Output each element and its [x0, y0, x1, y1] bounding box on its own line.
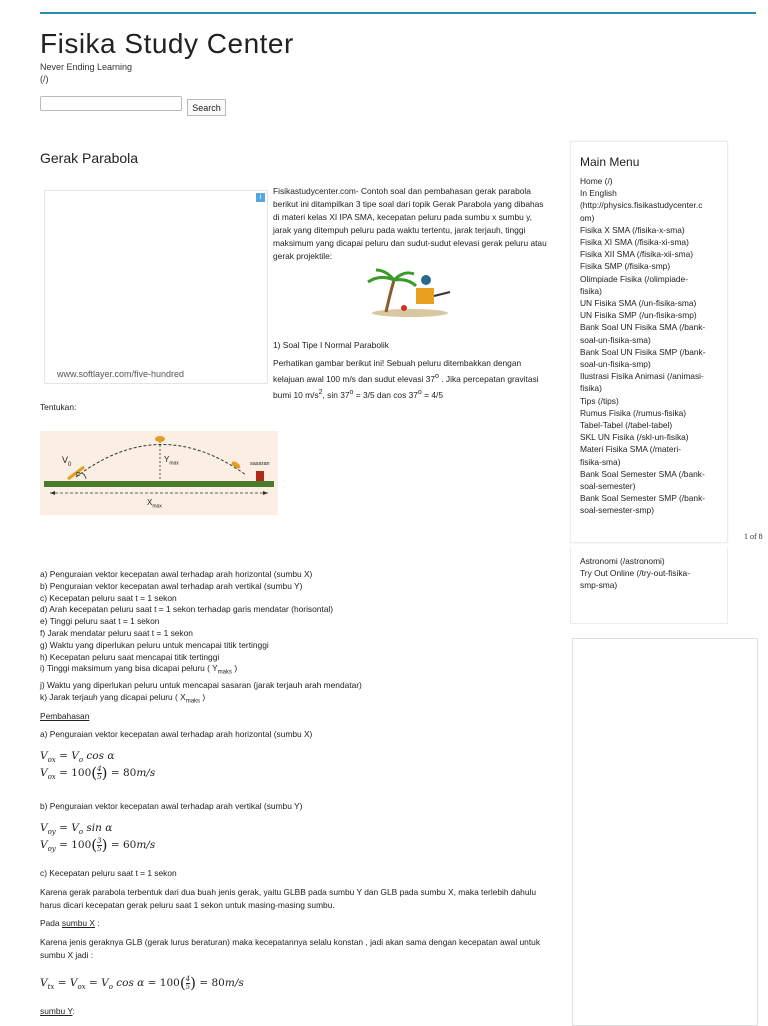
menu-item[interactable]: Tabel-Tabel (/tabel-tabel) [580, 420, 673, 431]
ymax-label: $Y_{max}$ [164, 455, 179, 467]
problem-text: . Jika percepatan gravitasi bumi 10 m/s [273, 373, 539, 400]
question-item: g) Waktu yang diperlukan peluru untuk mencapai titik tertinggi [40, 639, 269, 650]
menu-item[interactable]: Try Out Online (/try-out-fisika- [580, 568, 690, 579]
menu-item[interactable]: In English [580, 188, 617, 199]
menu-item[interactable]: UN Fisika SMA (/un-fisika-sma) [580, 298, 697, 309]
problem-text: Perhatikan gambar berikut ini! Sebuah peluru ditembakkan dengan kelajuan awal 100 m/s dan sudut elevasi 37 [273, 358, 522, 384]
question-item: h) Kecepatan peluru saat mencapai titik tertinggi [40, 651, 220, 662]
ad-url[interactable]: www.softlayer.com/five-hundred [57, 369, 185, 379]
pada-sumbu-x: Pada sumbu X : [40, 918, 100, 928]
problem-text: = 3/5 dan cos 37 [353, 389, 418, 400]
menu-item[interactable]: Fisika XII SMA (/fisika-xii-sma) [580, 249, 694, 260]
sidebar-widget-box [572, 638, 758, 1026]
ad-choices-icon[interactable]: i [256, 193, 265, 202]
menu-item[interactable]: (http://physics.fisikastudycenter.c [580, 200, 703, 211]
question-item: f) Jarak mendatar peluru saat t = 1 sekon [40, 627, 193, 638]
question-item: b) Penguraian vektor kecepatan awal terhadap arah vertikal (sumbu Y) [40, 580, 303, 591]
physics-clipart-icon [364, 268, 456, 318]
degree-sup: o [417, 388, 422, 396]
glb-text: Karena jenis geraknya GLB (gerak lurus beraturan) maka kecepatannya selalu konstan , jadi akan sama dengan kecepatan awal untuk sumbu X jadi : [40, 937, 541, 960]
sumbu-y-label: sumbu Y: [40, 1006, 75, 1016]
problem-statement [273, 357, 549, 402]
degree-sup: o [435, 373, 439, 380]
problem-text: , sin 37 [322, 389, 350, 400]
answer-a-heading: a) Penguraian vektor kecepatan awal terhadap arah horizontal (sumbu X) [40, 729, 313, 739]
menu-item[interactable]: soal-semester-smp) [580, 505, 654, 516]
pembahasan-heading: Pembahasan [40, 711, 90, 721]
search-button[interactable]: Search [187, 99, 226, 116]
question-item: i) Tinggi maksimum yang bisa dicapai peluru ( $Y_{maks}$ ) [40, 663, 238, 677]
equation-vox-formula: $V_{ox} = V_o$ cos α [40, 750, 115, 765]
menu-item[interactable]: soal-un-fisika-smp) [580, 359, 651, 370]
main-menu-title: Main Menu [580, 155, 640, 169]
menu-item[interactable]: Fisika SMP (/fisika-smp) [580, 261, 671, 272]
section-heading: 1) Soal Tipe I Normal Parabolik [273, 340, 389, 350]
equation-voy-formula: $V_{oy} = V_o$ sin α [40, 822, 113, 837]
menu-item[interactable]: Ilustrasi Fisika Animasi (/animasi- [580, 371, 704, 382]
post-title: Gerak Parabola [40, 150, 139, 166]
v0-label: $V_0$ [62, 455, 72, 468]
menu-item[interactable]: SKL UN Fisika (/skl-un-fisika) [580, 432, 689, 443]
problem-text: = 4/5 [421, 389, 443, 400]
question-item: e) Tinggi peluru saat t = 1 sekon [40, 616, 160, 627]
answer-b-heading: b) Penguraian vektor kecepatan awal terhadap arah vertikal (sumbu Y) [40, 801, 303, 811]
question-item: d) Arah kecepatan peluru saat t = 1 sekon terhadap garis mendatar (horisontal) [40, 604, 334, 615]
question-item: j) Waktu yang diperlukan peluru untuk mencapai sasaran (jarak terjauh arah mendatar) [40, 679, 362, 690]
question-item: c) Kecepatan peluru saat t = 1 sekon [40, 592, 177, 603]
target-label: sasaran [250, 461, 270, 467]
menu-item[interactable]: Tips (/tips) [580, 395, 619, 406]
menu-item[interactable]: om) [580, 212, 595, 223]
menu-item[interactable]: Bank Soal Semester SMA (/bank- [580, 468, 705, 479]
projectile-diagram [40, 431, 278, 515]
menu-item[interactable]: Bank Soal UN Fisika SMA (/bank- [580, 322, 706, 333]
menu-item[interactable]: Home (/) [580, 176, 613, 186]
question-list [40, 569, 540, 708]
site-tagline: Never Ending Learning [40, 62, 133, 72]
menu-item[interactable]: Bank Soal Semester SMP (/bank- [580, 493, 706, 504]
menu-item[interactable]: Fisika XI SMA (/fisika-xi-sma) [580, 237, 689, 248]
question-item: a) Penguraian vektor kecepatan awal terhadap arah horizontal (sumbu X) [40, 569, 313, 579]
equation-vtx: $V_{tx} = V_{ox} = V_o$ cos α = 100( $\frac{4}{5}$ ) = 80m/s [40, 974, 244, 992]
menu-item[interactable]: fisika) [580, 285, 602, 296]
menu-item[interactable]: Fisika X SMA (/fisika-x-sma) [580, 224, 685, 235]
page-number: 1 of 8 [744, 532, 763, 541]
square-sup: 2 [318, 388, 323, 396]
question-item: k) Jarak terjauh yang dicapai peluru ( $X_{maks}$ ) [40, 691, 206, 705]
post-intro: Fisikastudycenter.com- Contoh soal dan pembahasan gerak parabola berikut ini ditampilkan 3 tipe soal dari topik Gerak Parabola yang dibahas di materi kelas XI IPA SMA, kecepatan peluru pada sumbu x sumbu y, jarak yang ditempuh peluru pada waktu tertentu, jarak terjauh, tinggi maksimum yang dicapai peluru dan sudut-sudut elevasi gerak peluru atau gerak projektile: [273, 186, 547, 261]
menu-item[interactable]: smp-sma) [580, 580, 618, 591]
tentukan-label: Tentukan: [40, 402, 77, 412]
menu-item[interactable]: Olimpiade Fisika (/olimpiade- [580, 273, 688, 284]
menu-item[interactable]: Materi Fisika SMA (/materi- [580, 444, 681, 455]
menu-item[interactable]: Bank Soal UN Fisika SMP (/bank- [580, 346, 706, 357]
alpha-label: α [76, 471, 81, 478]
main-menu-list-continued [580, 555, 720, 592]
top-border [40, 12, 756, 14]
menu-item[interactable]: soal-un-fisika-sma) [580, 334, 651, 345]
menu-item[interactable]: fisika-sma) [580, 456, 621, 467]
home-link[interactable]: (/) [40, 74, 49, 84]
equation-voy-value: $V_{oy} = 100$( $\frac{3}{5}$ ) = 60m/s [40, 836, 156, 854]
advertisement[interactable] [44, 190, 268, 384]
answer-c-text: Karena gerak parabola terbentuk dari dua buah jenis gerak, yaitu GLBB pada sumbu Y dan GLB pada sumbu X, maka terlebih dahulu harus dicari kecepatan gerak peluru saat 1 sekon untuk masing-masing sumbu. [40, 887, 537, 910]
search-input[interactable] [40, 96, 182, 111]
menu-item[interactable]: soal-semester) [580, 481, 636, 492]
menu-item[interactable]: Astronomi (/astronomi) [580, 556, 665, 566]
site-title[interactable]: Fisika Study Center [40, 28, 294, 59]
menu-item[interactable]: Rumus Fisika (/rumus-fisika) [580, 407, 687, 418]
main-menu-list [580, 175, 720, 517]
equation-vox-value: $V_{ox} = 100$( $\frac{4}{5}$ ) = 80m/s [40, 764, 156, 782]
answer-c-heading: c) Kecepatan peluru saat t = 1 sekon [40, 868, 177, 878]
degree-sup: o [349, 388, 354, 396]
xmax-label: $X_{max}$ [147, 498, 162, 510]
menu-item[interactable]: fisika) [580, 383, 602, 394]
menu-item[interactable]: UN Fisika SMP (/un-fisika-smp) [580, 310, 697, 321]
